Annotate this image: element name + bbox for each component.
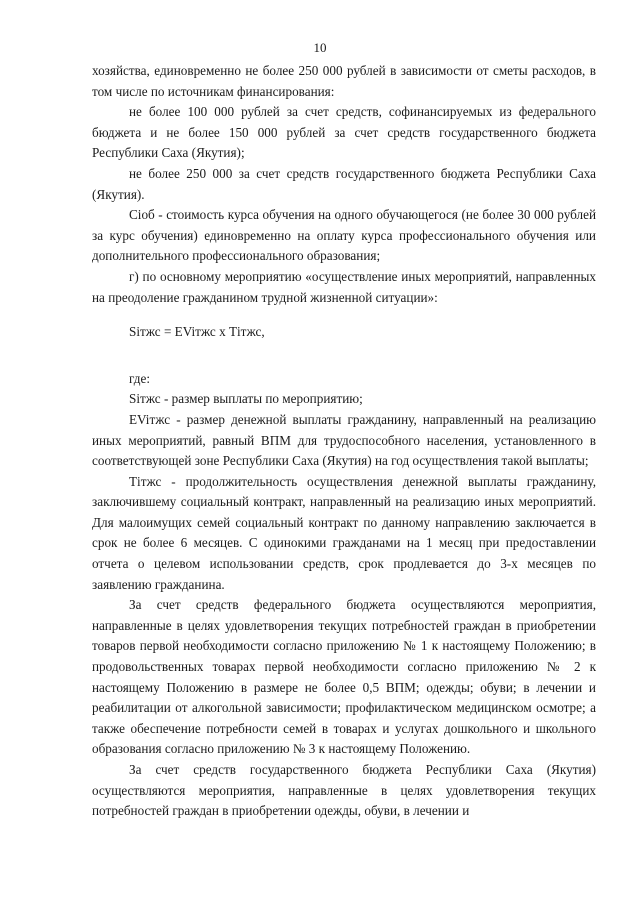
- payment-formula: Siтжс = EViтжс x Тiтжс,: [129, 324, 265, 340]
- document-body: [92, 61, 596, 822]
- paragraph-where: где:: [129, 370, 150, 386]
- paragraph-def-payment: Siтжс - размер выплаты по мероприятию;: [129, 391, 363, 407]
- paragraph-state-measures: За счет средств государственного бюджета Республики Саха (Якутия) осуществляются мероприятия, направленные в целях удовлетворения текущих потребностей граждан в приобретении одежды, обуви, в лечении и: [92, 762, 596, 819]
- page-number: 10: [313, 40, 327, 55]
- paragraph-federal-funding: не более 100 000 рублей за счет средств, софинансируемых из федерального бюджета и не более 150 000 рублей за счет средств государственного бюджета Республики Саха (Якутия);: [92, 104, 596, 161]
- paragraph-def-amount: EViтжс - размер денежной выплаты гражданину, направленный на реализацию иных мероприятий, равный ВПМ для трудоспособного населения, установленного в соответствующей зоне Республики Саха (Якутия) на год осуществления такой выплаты;: [92, 411, 596, 469]
- paragraph-state-funding: не более 250 000 за счет средств государственного бюджета Республики Саха (Якутия).: [92, 165, 596, 202]
- paragraph-def-duration: Тiтжс - продолжительность осуществления денежной выплаты гражданину, заключившему социальный контракт, направленный на реализацию иных мероприятий. Для малоимущих семей социальный контракт по данному направлению заключается в срок не более 6 месяцев. С одинокими гражданами на 1 месяц при предоставлении отчета о целевом использовании средств, срок продлевается до 3-х месяцев по заявлению гражданина.: [92, 473, 596, 592]
- paragraph-continuation: хозяйства, единовременно не более 250 000 рублей в зависимости от сметы расходов, в том числе по источникам финансирования:: [92, 63, 596, 99]
- paragraph-item-g: г) по основному мероприятию «осуществление иных мероприятий, направленных на преодоление гражданином трудной жизненной ситуации»:: [92, 268, 596, 305]
- paragraph-federal-measures: За счет средств федерального бюджета осуществляются мероприятия, направленные в целях удовлетворения текущих потребностей граждан в приобретении товаров первой необходимости согласно приложению № 1 к настоящему Положению; в продовольственных товарах первой необходимости согласно приложению № 2 к настоящему Положению в размере не более 0,5 ВПМ; одежды; обуви; в лечении и реабилитации от алкогольной зависимости; профилактическом медицинском осмотре; а также обеспечение потребности семей в товарах и услугах дошкольного и школьного образования согласно приложению № 3 к настоящему Положению.: [92, 597, 596, 757]
- paragraph-course-cost: Сioб - стоимость курса обучения на одного обучающегося (не более 30 000 рублей за курс обучения) единовременно на оплату курса профессионального обучения или дополнительного профессионального образования;: [92, 207, 596, 264]
